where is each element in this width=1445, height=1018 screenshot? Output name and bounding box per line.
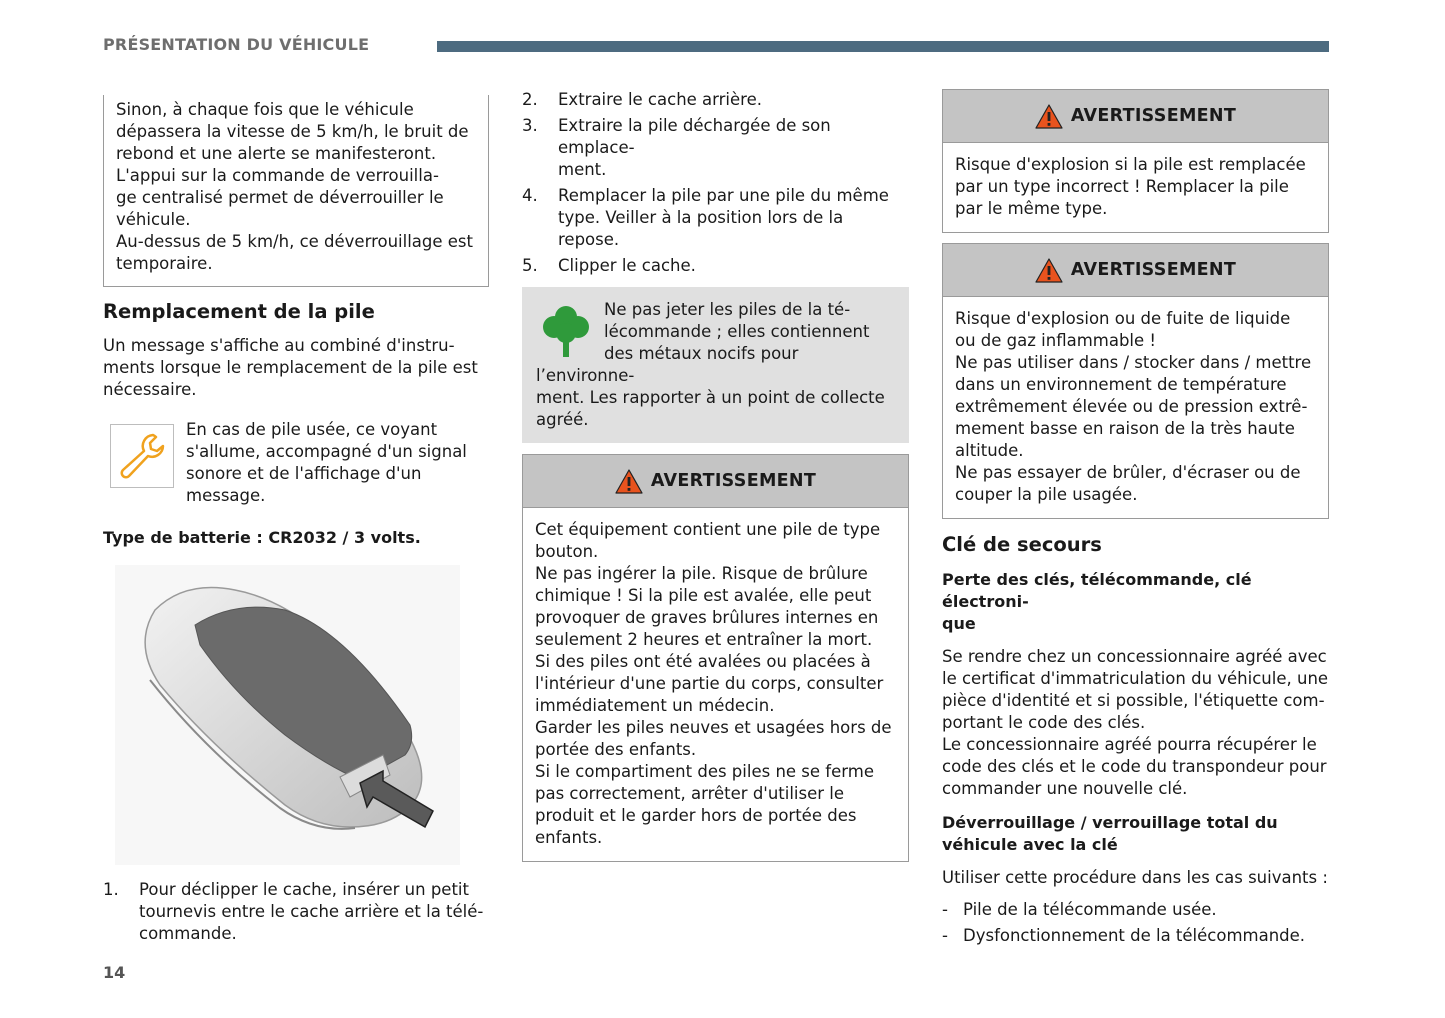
- warning-line: dans un environnement de température: [955, 375, 1287, 394]
- warning-line: Si le compartiment des piles ne se ferme: [535, 762, 874, 781]
- warning-line: altitude.: [955, 441, 1024, 460]
- list-item: [942, 925, 1329, 947]
- continued-box: [103, 95, 489, 287]
- bullet-dash: -: [942, 900, 948, 919]
- warning-line: Risque d'explosion si la pile est remplacée: [955, 155, 1306, 174]
- subheading-line: véhicule avec la clé: [942, 835, 1118, 854]
- warning-box: [942, 243, 1329, 519]
- subheading-line: que: [942, 614, 976, 633]
- paragraph-line: Se rendre chez un concessionnaire agréé avec: [942, 647, 1327, 666]
- wrench-icon: [110, 424, 174, 488]
- box-line: temporaire.: [116, 254, 213, 273]
- box-line: rebond et une alerte se manifesteront.: [116, 144, 437, 163]
- step-line: Extraire la pile déchargée de son emplace-: [558, 116, 831, 157]
- subheading: [942, 812, 1329, 856]
- warning-line: l'intérieur d'une partie du corps, consulter: [535, 674, 884, 693]
- warning-header: [523, 455, 908, 508]
- column-3: [942, 89, 1329, 951]
- paragraph-line: Le concessionnaire agréé pourra récupérer le: [942, 735, 1317, 754]
- warning-line: seulement 2 heures et entraîner la mort.: [535, 630, 873, 649]
- page-number: 14: [103, 963, 126, 982]
- warning-line: Ne pas utiliser dans / stocker dans / mettre: [955, 353, 1312, 372]
- box-line: ge centralisé permet de déverrouiller le: [116, 188, 444, 207]
- battery-type: Type de batterie : CR2032 / 3 volts.: [103, 528, 421, 547]
- step-line: tournevis entre le cache arrière et la télé-: [139, 902, 484, 921]
- warning-title: AVERTISSEMENT: [650, 471, 817, 491]
- paragraph-line: le certificat d'immatriculation du véhicule, une: [942, 669, 1329, 688]
- leaf-icon: [536, 301, 596, 359]
- list-item: [522, 89, 909, 111]
- box-line: L'appui sur la commande de verrouilla-: [116, 166, 439, 185]
- bullet-text: Pile de la télécommande usée.: [963, 900, 1217, 919]
- warning-line: extrêmement élevée ou de pression extrê-: [955, 397, 1308, 416]
- paragraph: Utiliser cette procédure dans les cas suivants :: [942, 868, 1328, 887]
- step-line: Remplacer la pile par une pile du même: [558, 186, 889, 205]
- box-line: Sinon, à chaque fois que le véhicule: [116, 100, 414, 119]
- warning-body: [943, 143, 1328, 232]
- subheading-line: Déverrouillage / verrouillage total du: [942, 813, 1278, 832]
- header-bar: [437, 41, 1329, 52]
- note-line: En cas de pile usée, ce voyant: [186, 420, 438, 439]
- warning-box: [522, 454, 909, 862]
- paragraph-line: portant le code des clés.: [942, 713, 1146, 732]
- env-line: agréé.: [536, 410, 589, 429]
- warning-light-note: [110, 422, 489, 507]
- step-1: [103, 879, 489, 945]
- warning-line: bouton.: [535, 542, 599, 561]
- warning-box: [942, 89, 1329, 233]
- step-line: commande.: [139, 924, 237, 943]
- list-item: [522, 115, 909, 181]
- intro-line: nécessaire.: [103, 380, 197, 399]
- warning-triangle-icon: [1035, 258, 1063, 283]
- box-line: dépassera la vitesse de 5 km/h, le bruit de: [116, 122, 469, 141]
- warning-line: immédiatement un médecin.: [535, 696, 775, 715]
- warning-line: enfants.: [535, 828, 603, 847]
- steps-list: [522, 89, 909, 277]
- list-item: [522, 185, 909, 251]
- warning-line: ou de gaz inflammable !: [955, 331, 1157, 350]
- step-line: Clipper le cache.: [558, 256, 696, 275]
- column-2: [522, 89, 909, 862]
- box-line: véhicule.: [116, 210, 191, 229]
- intro-paragraph: [103, 335, 489, 401]
- warning-line: portée des enfants.: [535, 740, 697, 759]
- note-line: s'allume, accompagné d'un signal: [186, 442, 467, 461]
- bullet-text: Dysfonctionnement de la télécommande.: [963, 926, 1306, 945]
- warning-line: Si des piles ont été avalées ou placées à: [535, 652, 871, 671]
- paragraph-line: code des clés et le code du transpondeur pour: [942, 757, 1327, 776]
- warning-triangle-icon: [1035, 104, 1063, 129]
- env-line: ment. Les rapporter à un point de collecte: [536, 388, 885, 407]
- bullet-list: [942, 899, 1329, 947]
- subheading: [942, 569, 1329, 635]
- step-number: 3.: [522, 116, 538, 135]
- step-line: type. Veiller à la position lors de la repose.: [558, 208, 844, 249]
- warning-line: Ne pas ingérer la pile. Risque de brûlure: [535, 564, 868, 583]
- warning-triangle-icon: [615, 469, 643, 494]
- warning-line: Risque d'explosion ou de fuite de liquide: [955, 309, 1291, 328]
- step-line: Pour déclipper le cache, insérer un petit: [139, 880, 469, 899]
- intro-line: Un message s'affiche au combiné d'instru-: [103, 336, 455, 355]
- warning-line: produit et le garder hors de portée des: [535, 806, 857, 825]
- env-line: lécommande ; elles contiennent: [604, 322, 870, 341]
- paragraph-line: pièce d'identité et si possible, l'étiquette com-: [942, 691, 1325, 710]
- step-line: Extraire le cache arrière.: [558, 90, 762, 109]
- step-number: 2.: [522, 90, 538, 109]
- paragraph: [942, 646, 1329, 800]
- warning-line: provoquer de graves brûlures internes en: [535, 608, 879, 627]
- paragraph-line: commander une nouvelle clé.: [942, 779, 1188, 798]
- warning-line: Cet équipement contient une pile de type: [535, 520, 881, 539]
- subheading-line: Perte des clés, télécommande, clé électroni-: [942, 570, 1252, 611]
- warning-line: couper la pile usagée.: [955, 485, 1138, 504]
- list-item: [942, 899, 1329, 921]
- warning-header: [943, 90, 1328, 143]
- bullet-dash: -: [942, 926, 948, 945]
- step-line: ment.: [558, 160, 607, 179]
- environment-note: [522, 287, 909, 443]
- intro-line: ments lorsque le remplacement de la pile est: [103, 358, 478, 377]
- key-fob-illustration: [115, 565, 460, 865]
- warning-title: AVERTISSEMENT: [1070, 106, 1237, 126]
- env-line: Ne pas jeter les piles de la té-: [604, 300, 851, 319]
- column-1: [103, 95, 489, 945]
- warning-line: chimique ! Si la pile est avalée, elle peut: [535, 586, 872, 605]
- warning-line: Ne pas essayer de brûler, d'écraser ou de: [955, 463, 1301, 482]
- step-number: 1.: [103, 880, 119, 899]
- section-heading: Remplacement de la pile: [103, 300, 375, 323]
- env-line: des métaux nocifs pour l’environne-: [536, 344, 799, 385]
- warning-line: pas correctement, arrêter d'utiliser le: [535, 784, 845, 803]
- step-number: 4.: [522, 186, 538, 205]
- warning-line: Garder les piles neuves et usagées hors de: [535, 718, 892, 737]
- section-title: PRÉSENTATION DU VÉHICULE: [103, 35, 370, 54]
- warning-line: par le même type.: [955, 199, 1108, 218]
- note-line: message.: [186, 486, 266, 505]
- warning-body: [523, 508, 908, 861]
- list-item: [522, 255, 909, 277]
- warning-body: [943, 297, 1328, 518]
- note-line: sonore et de l'affichage d'un: [186, 464, 422, 483]
- box-line: Au-dessus de 5 km/h, ce déverrouillage est: [116, 232, 473, 251]
- warning-line: mement basse en raison de la très haute: [955, 419, 1295, 438]
- step-number: 5.: [522, 256, 538, 275]
- warning-title: AVERTISSEMENT: [1070, 260, 1237, 280]
- warning-header: [943, 244, 1328, 297]
- warning-line: par un type incorrect ! Remplacer la pile: [955, 177, 1289, 196]
- section-heading: Clé de secours: [942, 533, 1102, 556]
